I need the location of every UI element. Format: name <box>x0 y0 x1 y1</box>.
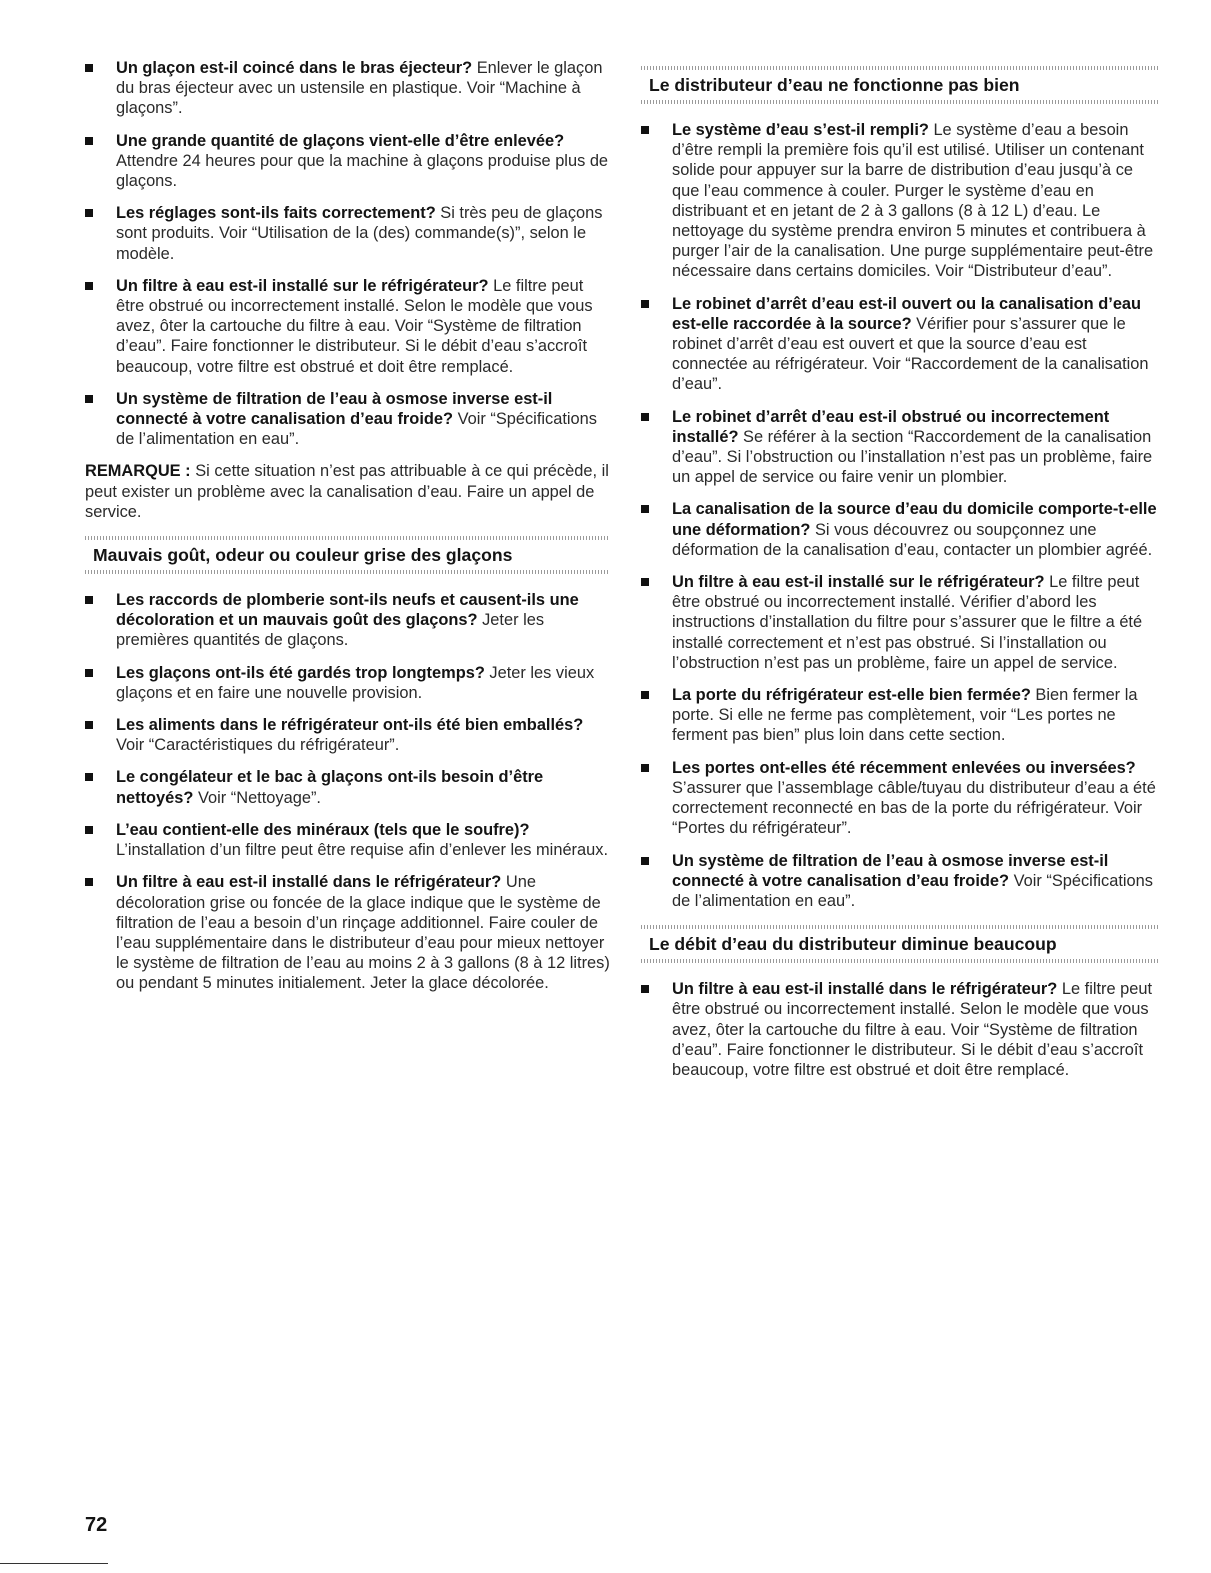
bullet-icon <box>641 691 649 699</box>
bullet-icon <box>85 878 93 886</box>
bullet-icon <box>641 413 649 421</box>
bullet-icon <box>641 985 649 993</box>
bullet-icon <box>85 669 93 677</box>
list-items-top <box>85 58 610 449</box>
footer-rule <box>0 1563 108 1564</box>
list-item: Les réglages sont-ils faits correctement? Si très peu de glaçons sont produits. Voir “Utilisation de la (des) commande(s)”, selon le modèle. <box>85 203 610 264</box>
list-items-section-1 <box>641 120 1159 911</box>
list-item: Un système de filtration de l’eau à osmose inverse est-il connecté à votre canalisation d’eau froide? Voir “Spécifications de l’alimentation en eau”. <box>85 389 610 450</box>
bullet-icon <box>85 773 93 781</box>
page-number: 72 <box>85 1514 108 1536</box>
list-item: Un filtre à eau est-il installé dans le réfrigérateur? Le filtre peut être obstrué ou incorrectement installé. Selon le modèle que vous avez, ôter la cartouche du filtre à eau. Voir “Système de filtration d’eau”. Faire fonctionner le distributeur. Si le débit d’eau s’accroît beaucoup, votre filtre est obstrué et doit être remplacé. <box>641 979 1159 1080</box>
list-item: Un glaçon est-il coincé dans le bras éjecteur? Enlever le glaçon du bras éjecteur avec un ustensile en plastique. Voir “Machine à glaçons”. <box>85 58 610 119</box>
section-header <box>85 536 610 574</box>
list-item: L’eau contient-elle des minéraux (tels que le soufre)? L’installation d’un filtre peut être requise afin d’enlever les minéraux. <box>85 820 610 860</box>
section-title: Le distributeur d’eau ne fonctionne pas bien <box>649 75 1020 95</box>
list-items-section-2 <box>641 979 1159 1080</box>
bullet-icon <box>85 395 93 403</box>
list-item: Le robinet d’arrêt d’eau est-il obstrué ou incorrectement installé? Se référer à la section “Raccordement de la canalisation d’eau”. Si l’obstruction ou l’installation n’est pas un problème, faire un appel de service ou faire venir un plombier. <box>641 407 1159 488</box>
list-items-section <box>85 590 610 993</box>
list-item: La porte du réfrigérateur est-elle bien fermée? Bien fermer la porte. Si elle ne ferme pas complètement, voir “Les portes ne ferment pas bien” plus loin dans cette section. <box>641 685 1159 746</box>
bullet-icon <box>85 596 93 604</box>
list-item: Le congélateur et le bac à glaçons ont-ils besoin d’être nettoyés? Voir “Nettoyage”. <box>85 767 610 807</box>
bullet-icon <box>641 300 649 308</box>
bullet-icon <box>85 721 93 729</box>
list-item: Le robinet d’arrêt d’eau est-il ouvert ou la canalisation d’eau est-elle raccordée à la source? Vérifier pour s’assurer que le robinet d’arrêt d’eau est ouvert et que la source d’eau est connectée au réfrigérateur. Voir “Raccordement de la canalisation d’eau”. <box>641 294 1159 395</box>
note-text: Si cette situation n’est pas attribuable à ce qui précède, il peut exister un problème avec la canalisation d’eau. Faire un appel de service. <box>85 462 609 521</box>
section-header <box>641 66 1159 104</box>
left-column <box>85 58 610 1006</box>
bullet-icon <box>85 64 93 72</box>
bullet-icon <box>641 857 649 865</box>
divider <box>641 959 1159 963</box>
list-item: Un filtre à eau est-il installé sur le réfrigérateur? Le filtre peut être obstrué ou incorrectement installé. Selon le modèle que vous avez, ôter la cartouche du filtre à eau. Voir “Système de filtration d’eau”. Faire fonctionner le distributeur. Si le débit d’eau s’accroît beaucoup, votre filtre est obstrué et doit être remplacé. <box>85 276 610 377</box>
bullet-icon <box>641 578 649 586</box>
section-header <box>641 925 1159 963</box>
list-item: Les portes ont-elles été récemment enlevées ou inversées? S’assurer que l’assemblage câble/tuyau du distributeur d’eau a été correctement reconnecté en bas de la porte du réfrigérateur. Voir “Portes du réfrigérateur”. <box>641 758 1159 839</box>
list-item: Une grande quantité de glaçons vient-elle d’être enlevée? Attendre 24 heures pour que la machine à glaçons produise plus de glaçons. <box>85 131 610 192</box>
list-item: Un système de filtration de l’eau à osmose inverse est-il connecté à votre canalisation d’eau froide? Voir “Spécifications de l’alimentation en eau”. <box>641 851 1159 912</box>
bullet-icon <box>641 505 649 513</box>
list-item: Un filtre à eau est-il installé dans le réfrigérateur? Une décoloration grise ou foncée de la glace indique que le système de filtration de l’eau a besoin d’un rinçage additionnel. Faire couler de l’eau supplémentaire dans le distributeur d’eau pour mieux nettoyer le système de filtration de l’eau au moins 2 à 3 gallons (8 à 12 litres) ou pendant 5 minutes initialement. Jeter la glace décolorée. <box>85 872 610 993</box>
note-label: REMARQUE : <box>85 462 191 481</box>
list-item: Le système d’eau s’est-il rempli? Le système d’eau a besoin d’être rempli la première fois qu’il est utilisé. Utiliser un contenant solide pour appuyer sur la barre de distribution d’eau jusqu’à ce que l’eau commence à couler. Purger le système d’eau en distribuant et en jetant de 2 à 3 gallons (8 à 12 L) d’eau. Le nettoyage du système prendra environ 5 minutes et contribuera à purger l’air de la canalisation. Une purge supplémentaire peut-être nécessaire dans certains domiciles. Voir “Distributeur d’eau”. <box>641 120 1159 282</box>
list-item: Un filtre à eau est-il installé sur le réfrigérateur? Le filtre peut être obstrué ou incorrectement installé. Vérifier d’abord les instructions d’installation du filtre pour s’assurer que le filtre a été installé correctement et n’est pas obstrué. Si l’installation ou l’obstruction n’est pas un problème, faire un appel de service. <box>641 572 1159 673</box>
section-title: Mauvais goût, odeur ou couleur grise des glaçons <box>93 545 513 566</box>
list-item: La canalisation de la source d’eau du domicile comporte-t-elle une déformation? Si vous découvrez ou soupçonnez une déformation de la canalisation d’eau, contacter un plombier agréé. <box>641 499 1159 560</box>
section-title: Le débit d’eau du distributeur diminue beaucoup <box>649 934 1057 955</box>
bullet-icon <box>641 126 649 134</box>
bullet-icon <box>85 282 93 290</box>
divider <box>85 570 610 574</box>
bullet-icon <box>641 764 649 772</box>
bullet-icon <box>85 137 93 145</box>
bullet-icon <box>85 826 93 834</box>
right-column <box>641 58 1159 1092</box>
bullet-icon <box>85 209 93 217</box>
list-item: Les aliments dans le réfrigérateur ont-ils été bien emballés? Voir “Caractéristiques du réfrigérateur”. <box>85 715 610 755</box>
divider <box>641 100 1159 104</box>
list-item: Les raccords de plomberie sont-ils neufs et causent-ils une décoloration et un mauvais goût des glaçons? Jeter les premières quantités de glaçons. <box>85 590 610 651</box>
note-paragraph <box>85 461 610 522</box>
list-item: Les glaçons ont-ils été gardés trop longtemps? Jeter les vieux glaçons et en faire une nouvelle provision. <box>85 663 610 703</box>
